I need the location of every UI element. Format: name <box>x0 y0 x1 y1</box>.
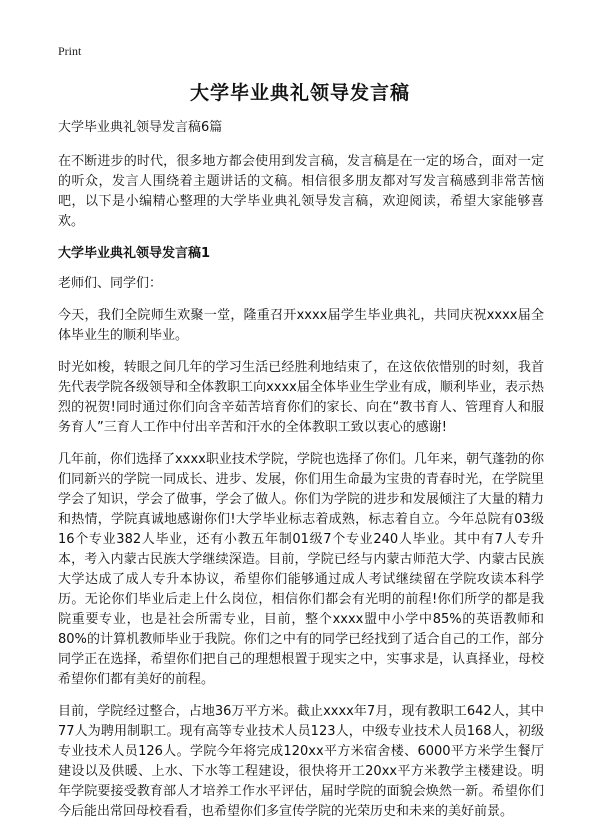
document-subtitle: 大学毕业典礼领导发言稿6篇 <box>58 120 223 135</box>
document-body <box>58 118 544 834</box>
body-paragraph: 目前，学院经过整合，占地36万平方米。截止xxxx年7月，现有教职工642人，其中77人为聘用制职工。现有高等专业技术人员123人，中级专业技术人员168人，初级专业技术人员126人。学院今年将完成120xx平方米宿舍楼、6000平方米学生餐厅建设以及供暖、上水、下水等工程建设，很快将开工20xx平方米教学主楼建设。明年学院要接受教育部人才培养工作水平评估，届时学院的面貌会焕然一新。希望你们今后能出常回母校看看，也希望你们多宣传学院的光荣历史和未来的美好前景。 <box>58 704 544 819</box>
body-paragraph: 今天，我们全院师生欢聚一堂，隆重召开xxxx届学生毕业典礼，共同庆祝xxxx届全体毕业生的顺利毕业。 <box>58 308 544 343</box>
intro-paragraph: 在不断进步的时代，很多地方都会使用到发言稿，发言稿是在一定的场合，面对一定的听众，发言人围绕着主题讲话的文稿。相信很多朋友都对写发言稿感到非常苦恼吧，以下是小编精心整理的大学毕业典礼领导发言稿，欢迎阅读，希望大家能够喜欢。 <box>58 154 544 229</box>
section-heading: 大学毕业典礼领导发言稿1 <box>58 246 211 261</box>
document-title: 大学毕业典礼领导发言稿 <box>189 82 410 104</box>
print-label: Print <box>58 44 82 58</box>
body-paragraph: 几年前，你们选择了xxxx职业技术学院，学院也选择了你们。几年来，朝气蓬勃的你们同新兴的学院一同成长、进步、发展，你们用生命最为宝贵的青春时光，在学院里学会了知识，学会了做事，学会了做人。你们为学院的进步和发展倾注了大量的精力和热情，学院真诚地感谢你们!大学毕业标志着成熟，标志着自立。今年总院有03级16个专业382人毕业，还有小教五年制01级7个专业240人毕业。其中有7人专升本，考入内蒙古民族大学继续深造。目前，学院已经与内蒙古师范大学、内蒙古民族大学达成了成人专升本协议，希望你们能够通过成人考试继续留在学院攻读本科学历。无论你们毕业后走上什么岗位，相信你们都会有光明的前程!你们所学的都是我院重要专业，也是社会所需专业，目前，整个xxxx盟中小学中85%的英语教师和80%的计算机教师毕业于我院。你们之中有的同学已经找到了适合自己的工作，部分同学正在选择，希望你们把自己的理想根置于现实之中，实事求是，认真择业，母校希望你们都有美好的前程。 <box>58 452 544 687</box>
greeting: 老师们、同学们： <box>58 276 163 291</box>
body-paragraph: 时光如梭，转眼之间几年的学习生活已经胜利地结束了，在这依依惜别的时刻，我首先代表学院各级领导和全体教职工向xxxx届全体毕业生学业有成，顺利毕业，表示热烈的祝贺!同时通过你们向含辛茹苦培育你们的家长、向在“教书育人、管理育人和服务育人”三育人工作中付出辛苦和汗水的全体教职工致以衷心的感谢! <box>58 360 544 435</box>
